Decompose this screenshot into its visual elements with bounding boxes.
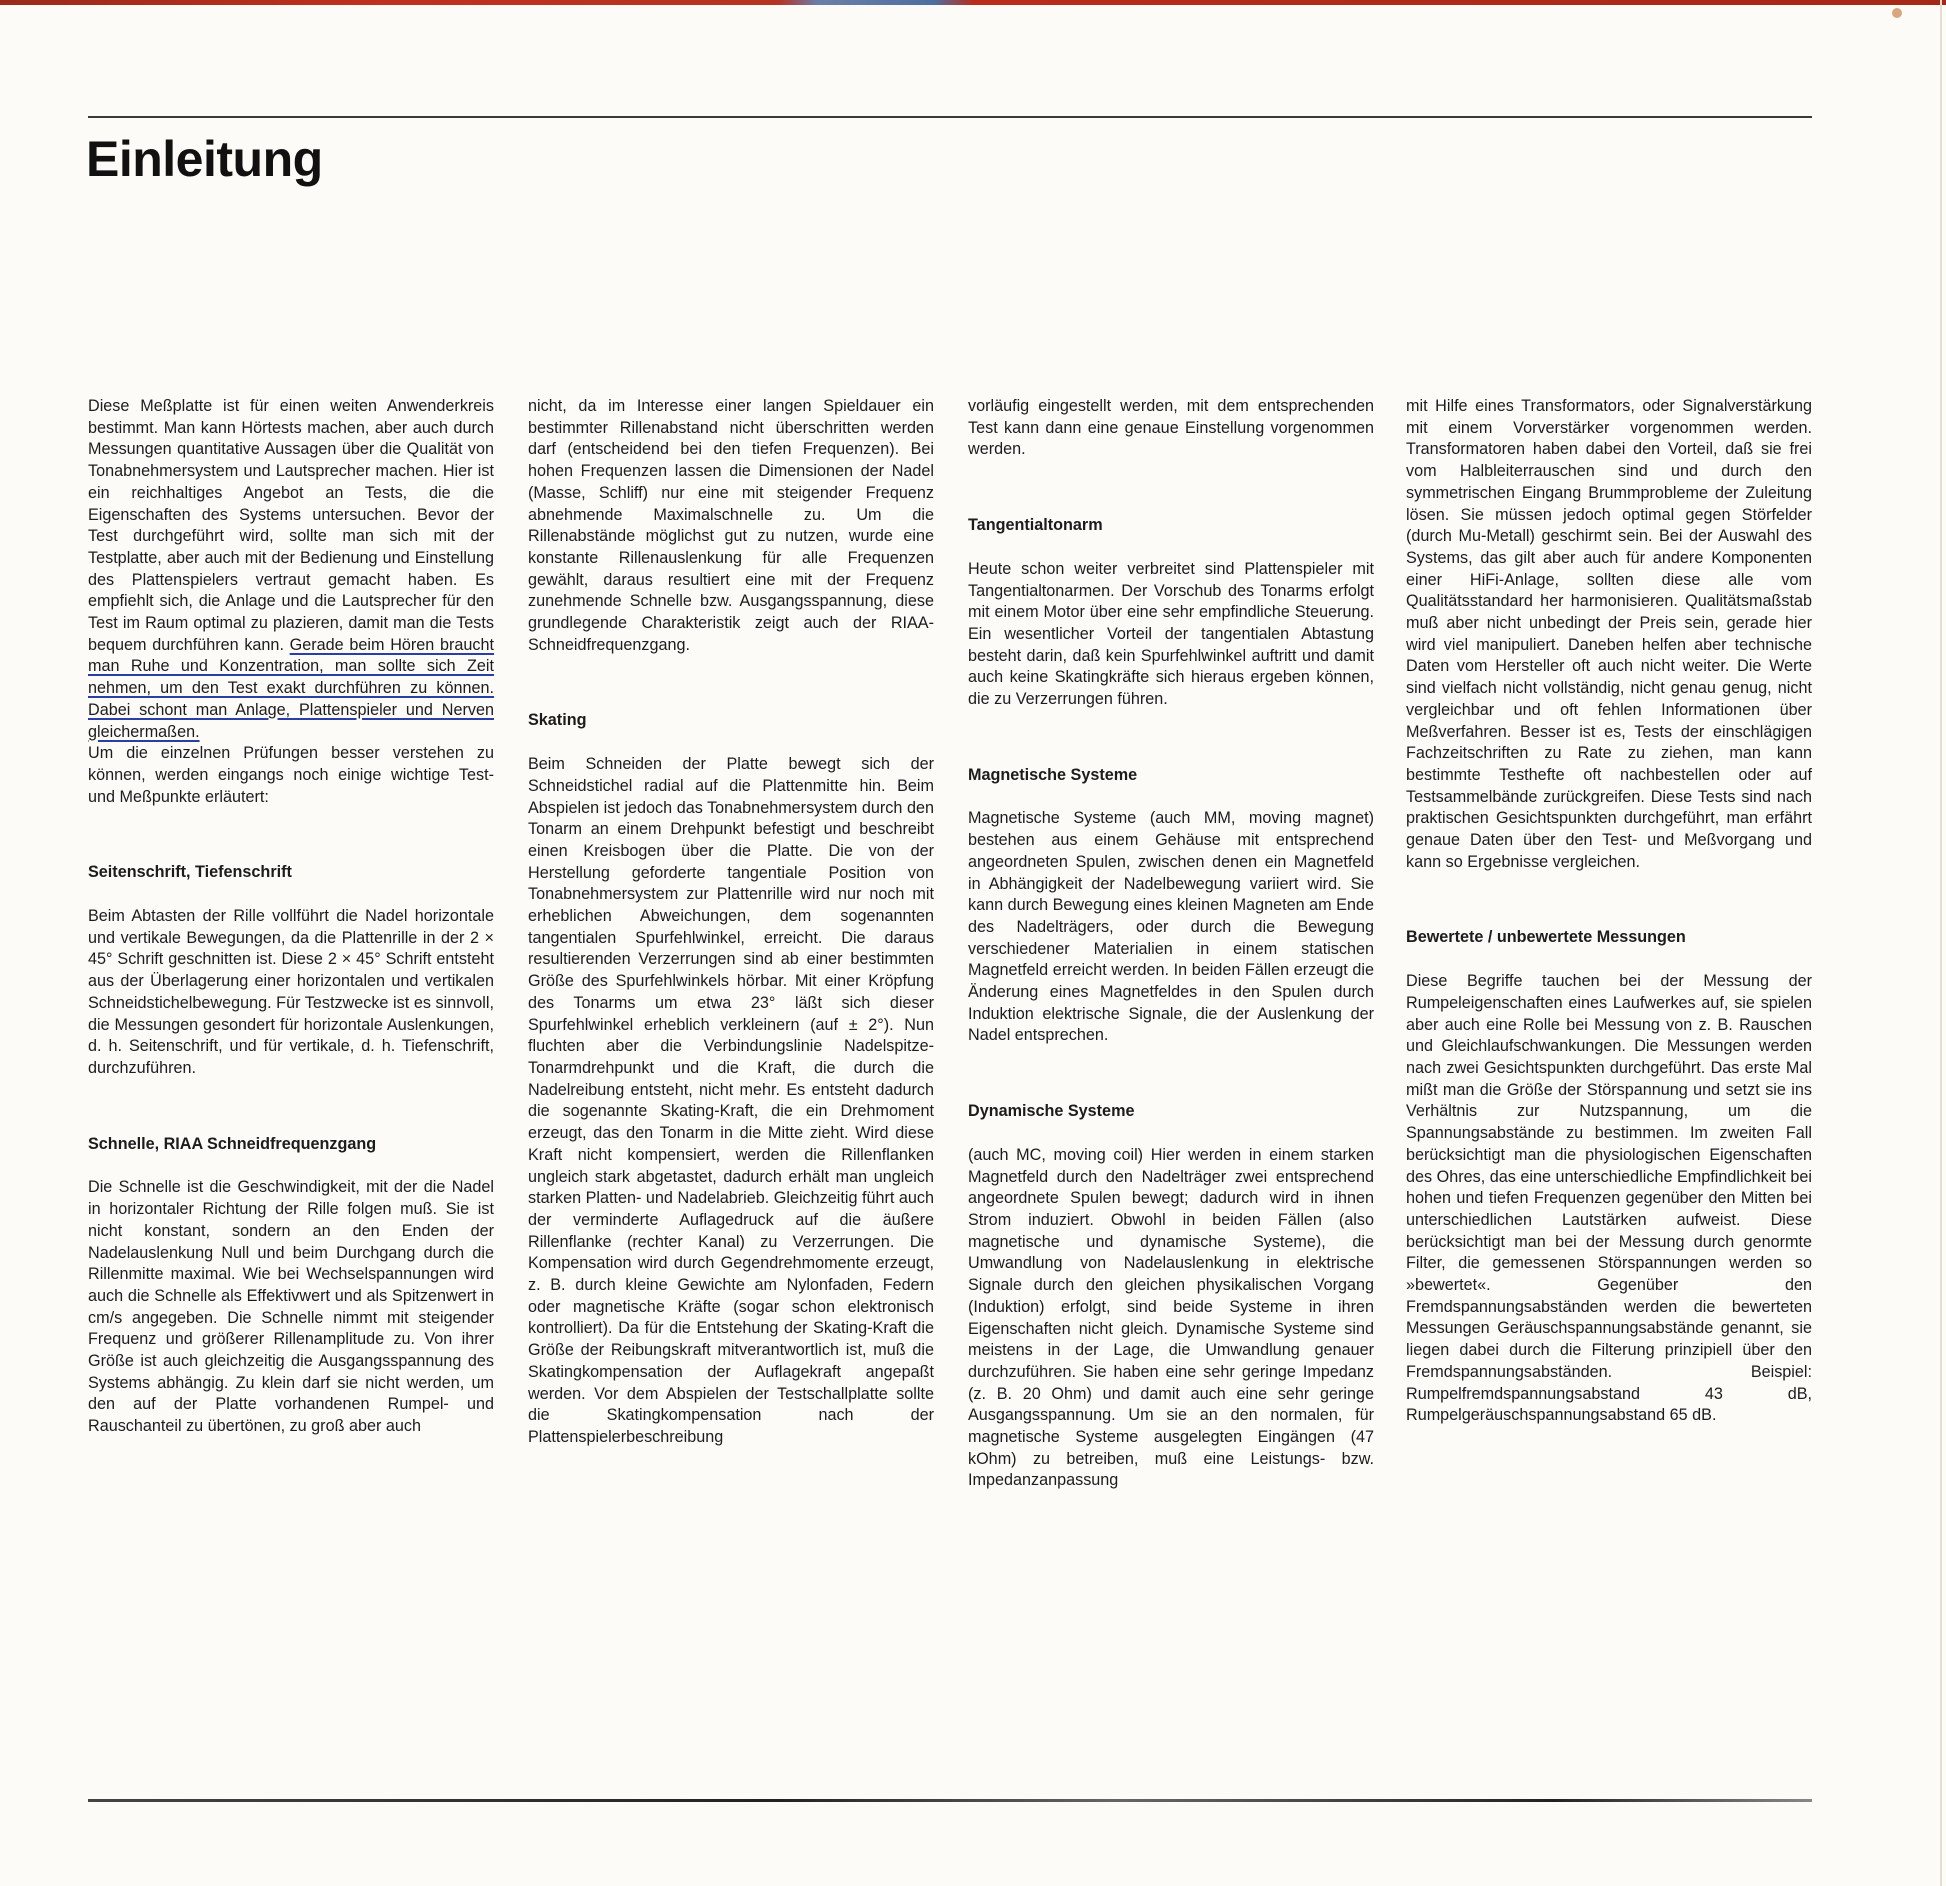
paper-stain (1892, 8, 1902, 18)
page-title: Einleitung (86, 131, 323, 187)
section-body-schnelle-part1: Die Schnelle ist die Geschwindigkeit, mit der die Nadel in horizontaler Richtung der Rille folgen muß. Sie ist nicht konstant, sondern an den Enden der Nadelauslenkung Null und beim Durchgang durch die Rillenmitte maximal. Wie bei Wechselspannungen wird auch die Schnelle als Effektivwert und als Spitzenwert in cm/s angegeben. Die Schnelle nimmt mit steigender Frequenz und größerer Rillenamplitude zu. Von ihrer Größe ist auch gleichzeitig die Ausgangsspannung des Systems abhängig. Zu klein darf sie nicht werden, um den auf der Platte vorhandenen Rumpel- und Rauschanteil zu übertönen, zu groß aber auch (88, 1178, 494, 1436)
section-body-dynamische-systeme-part2: mit Hilfe eines Transformators, oder Signalverstärkung mit einem Vorverstärker vorgenommen werden. Transformatoren haben dabei den Vorteil, daß sie frei vom Halbleiterrauschen sind und durch den symmetrischen Eingang Brummprobleme der Zuleitung lösen. Sie müssen jedoch optimal gegen Störfelder (durch Mu-Metall) geschirmt sein. Bei der Auswahl des Systems, das gilt aber auch für andere Komponenten einer HiFi-Anlage, sollten diese alle vom Qualitätsstandard her harmonisieren. Qualitätsmaßstab muß aber nicht unbedingt der Preis sein, gerade hier wird viel manipuliert. Daneben helfen aber technische Daten vom Hersteller oft auch nicht weiter. Die Werte sind vielfach nicht vollständig, nicht genau genug, nicht vergleichbar und oft fehlen Informationen über Meßverfahren. Besser ist es, Tests der einschlägigen Fachzeitschriften zu Rate zu ziehen, man kann bestimmte Testhefte oft nachbestellen oder auf Testsammelbände zurückgreifen. Diese Tests sind nach praktischen Gesichtspunkten durchgeführt, man erfährt genaue Daten über den Test- und Meßvorgang und kann so Ergebnisse vergleichen. (1406, 397, 1812, 871)
section-body-seitenschrift: Beim Abtasten der Rille vollführt die Nadel horizontale und vertikale Bewegungen, da die Plattenrille in der 2 × 45° Schrift geschnitten ist. Diese 2 × 45° Schrift entsteht aus der Überlagerung einer horizontalen und vertikalen Schneidstichelbewegung. Für Testzwecke ist es sinnvoll, die Messungen gesondert für horizontale Auslenkungen, d. h. Seitenschrift, und für vertikale, d. h. Tiefenschrift, durchzuführen. (88, 907, 494, 1077)
column-4 (1406, 396, 1812, 1427)
article-body (88, 396, 1828, 1776)
section-body-bewertete-messungen: Diese Begriffe tauchen bei der Messung der Rumpeleigenschaften eines Laufwerkes auf, sie spielen aber auch eine Rolle bei Messung von z. B. Rauschen und Gleichlaufschwankungen. Die Messungen werden nach zwei Gesichtspunkten durchgeführt. Das erste Mal mißt man die Größe der Störspannung und setzt sie ins Verhältnis zur Nutzspannung, um die Spannungsabstände zu bestimmen. Im zweiten Fall berücksichtigt man die physiologischen Eigenschaften des Ohres, das eine unterschiedliche Empfindlichkeit bei hohen und tiefen Frequenzen gegenüber den Mitten bei unterschiedlichen Lautstärken aufweist. Diese berücksichtigt man bei der Messung durch genormte Filter, die gemessenen Störspannungen werden so »bewertet«. Gegenüber den Fremdspannungsabständen werden die bewerteten Messungen Geräuschspannungsabstände genannt, sie liegen dabei durch die Filterung prinzipiell über den Fremdspannungsabständen. Beispiel: Rumpelfremdspannungsabstand 43 dB, Rumpelgeräuschspannungsabstand 65 dB. (1406, 972, 1812, 1425)
section-heading-dynamische-systeme: Dynamische Systeme (968, 1102, 1135, 1121)
section-body-dynamische-systeme-part1: (auch MC, moving coil) Hier werden in einem starken Magnetfeld durch den Nadelträger zwei entsprechend angeordnete Spulen bewegt; dadurch wird in ihnen Strom induziert. Obwohl in beiden Fällen (also magnetische und dynamische Systeme), die Umwandlung von Nadelauslenkung in elektrische Signale durch den gleichen physikalischen Vorgang (Induktion) erfolgt, sind beide Systeme in ihren Eigenschaften nicht gleich. Dynamische Systeme sind meistens in der Lage, die Umwandlung genauer durchzuführen. Sie haben eine sehr geringe Impedanz (z. B. 20 Ohm) und damit auch eine sehr geringe Ausgangsspannung. Um sie an den normalen, für magnetische Systeme ausgelegten Eingängen (47 kOhm) zu betreiben, muß eine Leistungs- bzw. Impedanzanpassung (968, 1145, 1374, 1490)
section-heading-bewertete-messungen: Bewertete / unbewertete Messungen (1406, 928, 1686, 947)
section-body-skating-part1: Beim Schneiden der Platte bewegt sich der Schneidstichel radial auf die Plattenmitte hin. Beim Abspielen ist jedoch das Tonabnehmersystem durch den Tonarm an einem Drehpunkt befestigt und beschreibt einen Kreisbogen über die Platte. Die von der Herstellung geforderte tangentiale Position von Tonabnehmersystem zur Plattenrille wird nur noch mit erheblichen Abweichungen, dem sogenannten tangentialen Spurfehlwinkel, erreicht. Die daraus resultierenden Verzerrungen sind ab einer bestimmten Größe des Spurfehlwinkels hörbar. Mit einer Kröpfung des Tonarms um etwa 23° läßt sich dieser Spurfehlwinkel erheblich verkleinern (auf ± 2°). Nun fluchten aber die Verbindungslinie Nadelspitze-Tonarmdrehpunkt und die Kraft, die durch die Nadelreibung entsteht, nicht mehr. Es entsteht dadurch die sogenannte Skating-Kraft, die ein Drehmoment erzeugt, das den Tonarm in die Mitte zieht. Wird diese Kraft nicht kompensiert, werden die Rillenflanken ungleich stark abgetastet, dadurch erhält man ungleich starken Platten- und Nadelabrieb. Gleichzeitig führt auch der verminderte Auflagedruck auf die äußere Rillenflanke (rechter Kanal) zu Verzerrungen. Die Kompensation wird durch Gegendrehmomente erzeugt, z. B. durch kleine Gewichte am Nylonfaden, Federn oder magnetische Kräfte (sogar schon elektronisch kontrolliert). Da für die Entstehung der Skating-Kraft die Größe der Reibungskraft mitverantwortlich ist, muß die Skatingkompensation der Auflagekraft angepaßt werden. Vor dem Abspielen der Testschallplatte sollte die Skatingkompensation nach der Plattenspielerbeschreibung (528, 755, 934, 1446)
top-edge-stripe (0, 0, 1946, 5)
column-1 (88, 396, 494, 1438)
column-3 (968, 396, 1374, 1492)
intro-paragraph (88, 396, 494, 743)
intro-text: Diese Meßplatte ist für einen weiten Anwenderkreis bestimmt. Man kann Hörtests machen, aber auch durch Messungen quantitative Aussagen über die Qualität von Tonabnehmersystem und Lautsprecher machen. Hier ist ein reichhaltiges Angebot an Tests, die die Eigenschaften des Systems untersuchen. Bevor der Test durchgeführt wird, sollte man sich mit der Testplatte, aber auch mit der Bedienung und Einstellung des Plattenspielers vertraut gemacht haben. Es empfiehlt sich, die Anlage und die Lautsprecher für den Test im Raum optimal zu plazieren, damit man die Tests bequem durchführen kann. (88, 397, 494, 654)
column-2 (528, 396, 934, 1449)
section-body-schnelle-part2: nicht, da im Interesse einer langen Spieldauer ein bestimmter Rillenabstand nicht überschritten werden darf (entscheidend bei den tiefen Frequenzen). Bei hohen Frequenzen lassen die Dimensionen der Nadel (Masse, Schliff) nur eine mit steigender Frequenz abnehmende Maximalschnelle zu. Um die Rillenabstände möglichst gut zu nutzen, wurde eine konstante Rillenauslenkung für alle Frequenzen gewählt, daraus resultiert eine mit der Frequenz zunehmende Schnelle bzw. Ausgangsspannung, diese grundlegende Charakteristik zeigt auch der RIAA-Schneidfrequenzgang. (528, 397, 934, 654)
section-heading-skating: Skating (528, 711, 587, 730)
section-body-skating-part2: vorläufig eingestellt werden, mit dem entsprechenden Test kann dann eine genaue Einstellung vorgenommen werden. (968, 397, 1374, 459)
section-heading-magnetische-systeme: Magnetische Systeme (968, 765, 1138, 784)
section-heading-tangentialtonarm: Tangentialtonarm (968, 516, 1103, 535)
page-edge (1940, 0, 1942, 1886)
section-body-magnetische-systeme: Magnetische Systeme (auch MM, moving magnet) bestehen aus einem Gehäuse mit entsprechend angeordneten Spulen, zwischen denen ein Magnetfeld in Abhängigkeit der Nadelbewegung variiert wird. Sie kann durch Bewegung eines kleinen Magneten am Ende des Nadelträgers, oder durch die Bewegung verschiedener Materialien in einem statischen Magnetfeld erreicht werden. In beiden Fällen erzeugt die Änderung eines Magnetfeldes in den Spulen durch Induktion elektrische Signale, die der Auslenkung der Nadel entsprechen. (968, 809, 1374, 1045)
section-heading-schnelle: Schnelle, RIAA Schneidfrequenzgang (88, 1134, 377, 1153)
handwritten-underline-text: Gerade beim Hören braucht man Ruhe und Konzentration, man sollte sich Zeit nehmen, um den Test exakt durchführen zu können. Dabei schont man Anlage, Plattenspieler und Nerven gleichermaßen. (88, 635, 495, 741)
bottom-rule (88, 1799, 1812, 1802)
section-body-tangentialtonarm: Heute schon weiter verbreitet sind Plattenspieler mit Tangentialtonarmen. Der Vorschub des Tonarms erfolgt mit einem Motor über eine sehr empfindliche Steuerung. Ein wesentlicher Vorteil der tangentialen Abtastung besteht darin, daß kein Spurfehlwinkel auftritt und damit auch keine Skatingkräfte sich hieraus ergeben können, die zu Verzerrungen führen. (968, 559, 1374, 709)
top-rule (88, 116, 1812, 118)
intro-paragraph-2: Um die einzelnen Prüfungen besser verstehen zu können, werden eingangs noch einige wichtige Test- und Meßpunkte erläutert: (88, 744, 494, 806)
section-heading-seitenschrift: Seitenschrift, Tiefenschrift (88, 863, 292, 882)
